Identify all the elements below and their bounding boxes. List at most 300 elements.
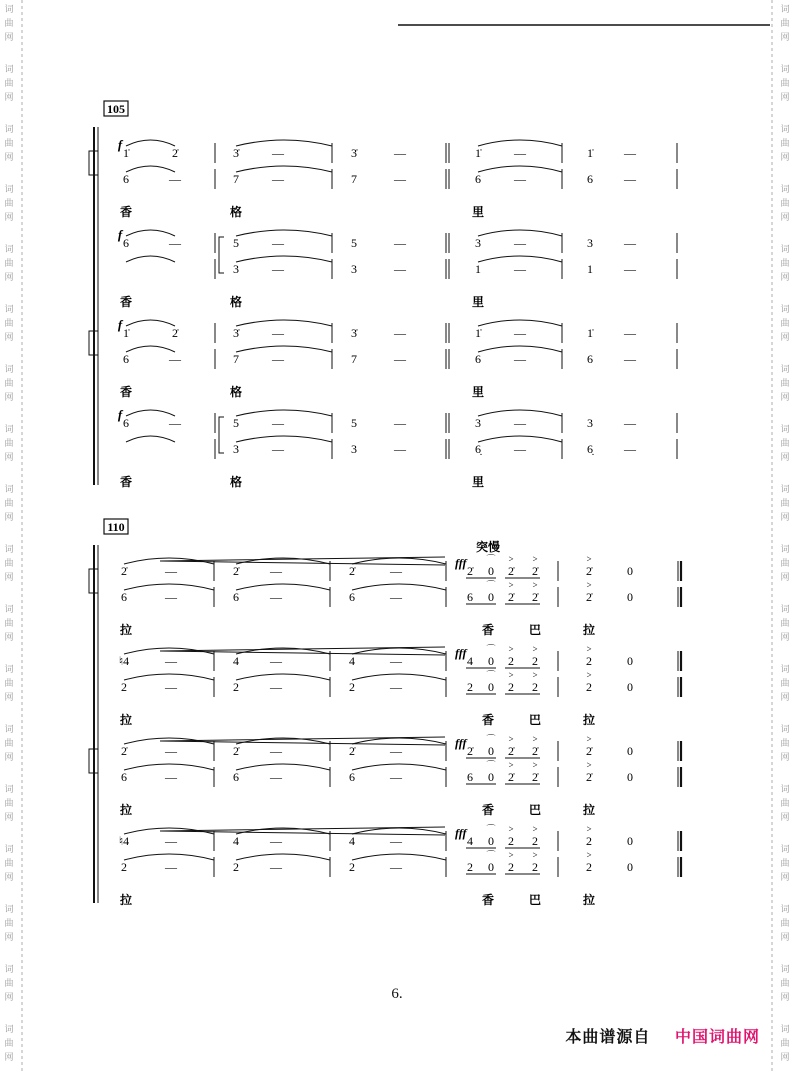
dash-note: —: [272, 146, 284, 160]
note: 2̇: [121, 564, 127, 578]
note: 4: [349, 654, 355, 668]
watermark-char: 词: [4, 244, 14, 254]
lyric-char: 香: [119, 385, 133, 399]
lyric-char: 拉: [119, 893, 133, 907]
dash-note: —: [270, 680, 282, 694]
accent-mark: >: [508, 554, 514, 564]
accent-mark: >: [586, 850, 592, 860]
watermark-char: 词: [4, 184, 14, 194]
lyric-char: 里: [471, 385, 485, 399]
lyric-char: 香: [481, 623, 495, 637]
slur: [126, 410, 175, 416]
dynamic-mark: f: [117, 317, 123, 332]
slur: [126, 256, 175, 262]
lyric-char: 香: [119, 205, 133, 219]
dash-note: —: [390, 770, 402, 784]
note: 6: [467, 770, 473, 784]
lyric-char: 里: [471, 475, 485, 489]
dynamic-mark: fff: [455, 646, 467, 660]
note: 0: [627, 860, 633, 874]
note: 2: [467, 680, 473, 694]
accent-mark: >: [508, 644, 514, 654]
note: 5: [351, 416, 357, 430]
dash-note: —: [394, 146, 406, 160]
dash-note: —: [390, 860, 402, 874]
note: 0: [488, 680, 494, 694]
lyric-char: 拉: [119, 713, 133, 727]
note: 2̇: [532, 590, 538, 604]
watermark-char: 词: [4, 4, 14, 14]
watermark-char: 词: [4, 964, 14, 974]
watermark-char: 网: [780, 572, 790, 582]
measure-number: 105: [107, 102, 125, 116]
watermark-char: 网: [4, 992, 14, 1002]
note: 2: [233, 680, 239, 694]
note: 4: [233, 834, 239, 848]
note: 7: [351, 172, 357, 186]
lyric-char: 香: [119, 475, 133, 489]
staff-2: [119, 644, 681, 727]
dash-note: —: [624, 262, 636, 276]
watermark-char: 曲: [780, 498, 790, 508]
note: 1̇: [475, 146, 481, 160]
lyric-char: 拉: [119, 803, 133, 817]
watermark-char: 曲: [780, 78, 790, 88]
watermark-char: 词: [780, 844, 790, 854]
note: ♮4: [118, 834, 130, 848]
dash-note: —: [390, 744, 402, 758]
dash-note: —: [272, 262, 284, 276]
watermark-char: 词: [780, 184, 790, 194]
watermark-char: 曲: [4, 198, 14, 208]
note: 6̣: [475, 442, 481, 456]
note: 0: [627, 680, 633, 694]
watermark-char: 曲: [780, 438, 790, 448]
footer-site-link[interactable]: 中国词曲网: [674, 1027, 760, 1046]
dash-note: —: [390, 654, 402, 668]
watermark-char: 曲: [780, 378, 790, 388]
dash-note: —: [169, 416, 181, 430]
dash-note: —: [514, 262, 526, 276]
system-105: [89, 101, 677, 489]
watermark-char: 曲: [4, 738, 14, 748]
fermata-mark: ⌒: [486, 850, 496, 860]
dash-note: —: [270, 860, 282, 874]
note: 6: [121, 590, 127, 604]
watermark-char: 曲: [4, 978, 14, 988]
lyric-char: 香: [481, 803, 495, 817]
watermark-char: 网: [780, 932, 790, 942]
note: 2̇: [532, 770, 538, 784]
dash-note: —: [390, 680, 402, 694]
note: 3: [587, 236, 593, 250]
watermark-char: 曲: [4, 258, 14, 268]
note: 2̇: [349, 744, 355, 758]
note: 3̇: [233, 146, 239, 160]
lyric-char: 巴: [528, 713, 542, 727]
note: 2̇: [121, 744, 127, 758]
watermark-char: 网: [4, 332, 14, 342]
note: ♮4: [118, 654, 130, 668]
watermark-char: 曲: [4, 918, 14, 928]
dash-note: —: [394, 352, 406, 366]
watermark-char: 曲: [780, 858, 790, 868]
watermark-char: 网: [4, 92, 14, 102]
note: 6: [233, 590, 239, 604]
dash-note: —: [390, 834, 402, 848]
note: 0: [627, 770, 633, 784]
note: 2: [233, 860, 239, 874]
note: 0: [627, 744, 633, 758]
accent-mark: >: [532, 850, 538, 860]
note: 2̇: [586, 770, 592, 784]
note: 7: [233, 172, 239, 186]
accent-mark: >: [586, 670, 592, 680]
lyric-char: 香: [481, 713, 495, 727]
note: 0: [488, 770, 494, 784]
note: 2̇: [586, 564, 592, 578]
watermark-char: 网: [4, 812, 14, 822]
note: 6: [475, 172, 481, 186]
note: 1̇: [587, 326, 593, 340]
fermata-mark: ⌒: [486, 734, 496, 744]
accent-mark: >: [508, 824, 514, 834]
watermark-char: 词: [780, 904, 790, 914]
accent-mark: >: [586, 760, 592, 770]
lyric-char: 格: [229, 475, 243, 489]
fermata-mark: ⌒: [486, 644, 496, 654]
note: 2: [586, 654, 592, 668]
dash-note: —: [272, 236, 284, 250]
watermark-char: 网: [4, 452, 14, 462]
slur: [236, 230, 332, 236]
music-systems: [89, 101, 681, 907]
watermark-char: 网: [4, 272, 14, 282]
note: 2̇: [508, 564, 514, 578]
dash-note: —: [624, 352, 636, 366]
slur: [126, 230, 175, 236]
watermark-char: 网: [4, 932, 14, 942]
watermark-char: 词: [780, 964, 790, 974]
note: 3̇: [351, 326, 357, 340]
slur: [236, 140, 332, 146]
watermark-char: 曲: [780, 678, 790, 688]
note: 1: [587, 262, 593, 276]
fermata-mark: ⌒: [486, 760, 496, 770]
watermark-char: 曲: [780, 1038, 790, 1048]
dash-note: —: [514, 172, 526, 186]
watermark-char: 网: [4, 752, 14, 762]
note: 1: [475, 262, 481, 276]
accent-mark: >: [532, 554, 538, 564]
watermark-char: 曲: [780, 198, 790, 208]
watermark-char: 曲: [4, 1038, 14, 1048]
fermata-mark: ⌒: [486, 554, 496, 564]
note: 2: [121, 860, 127, 874]
lyric-char: 巴: [528, 623, 542, 637]
staff-1: [120, 554, 681, 637]
watermark-char: 词: [4, 1024, 14, 1034]
slur: [236, 436, 332, 442]
dash-note: —: [624, 442, 636, 456]
system-110: [89, 519, 681, 907]
accent-mark: >: [586, 644, 592, 654]
accent-mark: >: [508, 850, 514, 860]
accent-mark: >: [532, 670, 538, 680]
staff-4: [119, 824, 681, 907]
slur: [236, 764, 330, 770]
watermark-char: 曲: [4, 498, 14, 508]
note: 1̇: [587, 146, 593, 160]
note: 6: [349, 770, 355, 784]
lyric-char: 香: [119, 295, 133, 309]
watermark-char: 网: [780, 632, 790, 642]
slur: [236, 320, 332, 326]
watermark-char: 网: [4, 212, 14, 222]
note: 2: [121, 680, 127, 694]
dash-note: —: [394, 262, 406, 276]
slur: [236, 854, 330, 860]
note: 2: [586, 860, 592, 874]
watermark-char: 网: [780, 152, 790, 162]
note: 6: [475, 352, 481, 366]
lyric-char: 格: [229, 385, 243, 399]
note: 3̇: [233, 326, 239, 340]
watermark-char: 曲: [4, 438, 14, 448]
note: 2̇: [508, 744, 514, 758]
watermark-char: 词: [780, 1024, 790, 1034]
divisi-bracket: [219, 417, 224, 453]
note: 6: [123, 172, 129, 186]
watermark-char: 曲: [780, 558, 790, 568]
note: 2̇: [532, 744, 538, 758]
note: 2: [508, 654, 514, 668]
measure-number: 110: [107, 520, 125, 534]
watermark-char: 网: [4, 152, 14, 162]
dash-note: —: [514, 352, 526, 366]
watermark-char: 曲: [4, 18, 14, 28]
fermata-mark: ⌒: [486, 580, 496, 590]
watermark-char: 词: [780, 244, 790, 254]
note: 0: [627, 654, 633, 668]
watermark-char: 词: [780, 724, 790, 734]
dash-note: —: [390, 564, 402, 578]
accent-mark: >: [532, 734, 538, 744]
lyric-char: 巴: [528, 803, 542, 817]
note: 2̇: [349, 564, 355, 578]
watermark-char: 曲: [780, 918, 790, 928]
dash-note: —: [390, 590, 402, 604]
dash-note: —: [270, 744, 282, 758]
watermark-char: 词: [780, 784, 790, 794]
dash-note: —: [624, 146, 636, 160]
slur: [126, 346, 175, 352]
note: 2̇: [467, 564, 473, 578]
lyric-char: 拉: [582, 893, 596, 907]
watermark-char: 曲: [4, 318, 14, 328]
note: 4: [233, 654, 239, 668]
dash-note: —: [394, 172, 406, 186]
watermark-char: 词: [4, 304, 14, 314]
watermark-char: 曲: [780, 798, 790, 808]
note: 2̇: [586, 744, 592, 758]
watermark-char: 网: [4, 392, 14, 402]
note: 6̣: [587, 442, 593, 456]
lyric-char: 拉: [582, 623, 596, 637]
note: 6: [587, 172, 593, 186]
watermark-char: 曲: [780, 978, 790, 988]
lyric-char: 格: [229, 295, 243, 309]
dash-note: —: [394, 442, 406, 456]
dash-note: —: [394, 236, 406, 250]
watermark-char: 词: [4, 544, 14, 554]
accent-mark: >: [586, 580, 592, 590]
watermark-char: 网: [780, 992, 790, 1002]
watermark-char: 曲: [780, 258, 790, 268]
watermark-char: 词: [4, 904, 14, 914]
watermark-char: 词: [4, 124, 14, 134]
note: 1̇: [123, 326, 129, 340]
dash-note: —: [272, 442, 284, 456]
watermark-char: 网: [780, 872, 790, 882]
dash-note: —: [272, 326, 284, 340]
watermark-char: 曲: [4, 378, 14, 388]
watermark-char: 曲: [780, 318, 790, 328]
note: 3: [475, 416, 481, 430]
watermark-char: 网: [780, 812, 790, 822]
note: 2: [532, 860, 538, 874]
watermark-char: 曲: [4, 678, 14, 688]
note: 0: [627, 590, 633, 604]
note: 2: [532, 834, 538, 848]
dash-note: —: [394, 326, 406, 340]
note: 0: [488, 564, 494, 578]
note: 2̇: [532, 564, 538, 578]
dash-note: —: [165, 834, 177, 848]
accent-mark: >: [532, 760, 538, 770]
dash-note: —: [270, 590, 282, 604]
footer-credit: [565, 1024, 760, 1047]
note: 6: [123, 236, 129, 250]
slur: [126, 320, 175, 326]
watermark-char: 曲: [4, 618, 14, 628]
watermark-char: 网: [780, 512, 790, 522]
staff-3: [120, 734, 681, 817]
lyric-char: 拉: [119, 623, 133, 637]
staff-3: [118, 317, 677, 399]
lyric-char: 里: [471, 205, 485, 219]
dynamic-mark: fff: [455, 826, 467, 840]
watermark-char: 网: [780, 752, 790, 762]
watermark-char: 词: [4, 844, 14, 854]
note: 3̇: [351, 146, 357, 160]
note: 2̇: [467, 744, 473, 758]
note: 6: [121, 770, 127, 784]
watermark-char: 词: [4, 784, 14, 794]
note: 2: [508, 834, 514, 848]
watermark-char: 网: [780, 332, 790, 342]
staff-2: [118, 227, 677, 309]
dynamic-mark: f: [117, 407, 123, 422]
dash-note: —: [165, 744, 177, 758]
dash-note: —: [514, 416, 526, 430]
watermark-char: 词: [4, 64, 14, 74]
dash-note: —: [624, 326, 636, 340]
note: 6: [233, 770, 239, 784]
note: 7: [351, 352, 357, 366]
dash-note: —: [165, 564, 177, 578]
note: 2̇: [586, 590, 592, 604]
watermark-char: 网: [780, 692, 790, 702]
slur: [126, 436, 175, 442]
slur: [126, 166, 175, 172]
accent-mark: >: [586, 554, 592, 564]
dynamic-mark: fff: [455, 556, 467, 570]
watermark-char: 词: [4, 664, 14, 674]
dynamic-mark: f: [117, 227, 123, 242]
watermark-char: 词: [780, 364, 790, 374]
note: 5: [233, 416, 239, 430]
watermark-char: 网: [4, 572, 14, 582]
note: 4: [349, 834, 355, 848]
note: 0: [488, 590, 494, 604]
note: 0: [488, 834, 494, 848]
slur: [126, 140, 175, 146]
accent-mark: >: [508, 760, 514, 770]
dash-note: —: [514, 236, 526, 250]
dash-note: —: [165, 860, 177, 874]
dash-note: —: [165, 770, 177, 784]
note: 0: [488, 654, 494, 668]
watermark-char: 词: [780, 124, 790, 134]
dash-note: —: [272, 352, 284, 366]
note: 5: [233, 236, 239, 250]
watermark-char: 词: [4, 604, 14, 614]
dash-note: —: [165, 680, 177, 694]
note: 6: [587, 352, 593, 366]
slur: [236, 410, 332, 416]
slur: [236, 346, 332, 352]
staff-4: [118, 407, 677, 489]
slur: [236, 584, 330, 590]
watermark-char: 曲: [780, 18, 790, 28]
watermark-char: 网: [780, 32, 790, 42]
note: 2: [508, 680, 514, 694]
dash-note: —: [165, 654, 177, 668]
note: 2̇: [172, 146, 178, 160]
note: 3: [587, 416, 593, 430]
watermark-char: 网: [4, 692, 14, 702]
watermark-char: 词: [780, 664, 790, 674]
accent-mark: >: [586, 734, 592, 744]
staff-1: [118, 137, 677, 219]
note: 6: [349, 590, 355, 604]
note: 6: [467, 590, 473, 604]
watermark-char: 词: [780, 4, 790, 14]
watermark-char: 网: [780, 272, 790, 282]
dash-note: —: [270, 770, 282, 784]
watermark-left: [4, 3, 13, 1062]
note: 3: [351, 262, 357, 276]
note: 2: [586, 680, 592, 694]
accent-mark: >: [532, 824, 538, 834]
dash-note: —: [394, 416, 406, 430]
watermark-char: 词: [780, 544, 790, 554]
note: 3: [475, 236, 481, 250]
note: 2̇: [233, 564, 239, 578]
watermark-char: 词: [4, 364, 14, 374]
note: 2: [532, 680, 538, 694]
